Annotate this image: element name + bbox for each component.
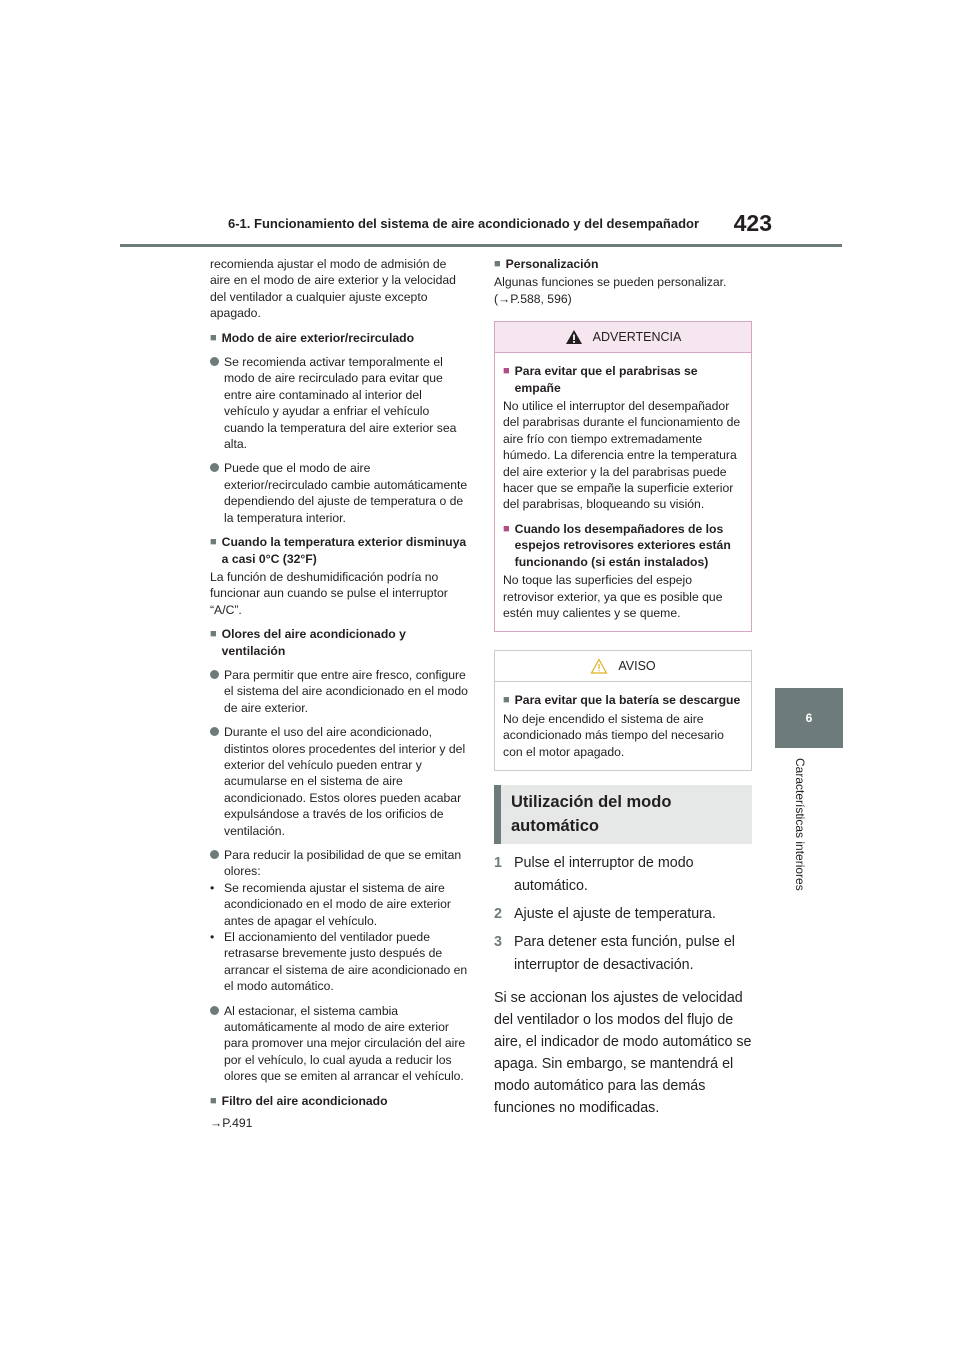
list-item-text: Puede que el modo de aire exterior/recirculado cambie automáticamente dependiendo del ajuste de temperatura o de la temperatura interior. — [224, 461, 468, 525]
chapter-label: Características interiores — [793, 758, 807, 891]
step-number: 2 — [494, 905, 502, 922]
section-heading — [210, 534, 468, 567]
right-column — [494, 256, 752, 1119]
step-number: 3 — [494, 933, 502, 950]
list-item — [210, 1003, 468, 1085]
running-header: 6-1. Funcionamiento del sistema de aire acondicionado y del desempañador — [228, 216, 700, 231]
circle-bullet-icon — [210, 670, 219, 679]
sub-list-item-text: Se recomienda ajustar el sistema de aire acondicionado en el modo de aire exterior antes de apagar el vehículo. — [224, 880, 451, 928]
closing-paragraph: Si se accionan los ajustes de velocidad del ventilador o los modos del flujo de aire, el indicador de modo automático se apaga. Sin embargo, se mantendrá el modo automático para las demás funciones no modificadas. — [494, 989, 752, 1116]
dot-marker-icon: • — [210, 880, 215, 895]
paragraph: La función de deshumidificación podría no funcionar aun cuando se pulse el interruptor “A/C”. — [210, 569, 448, 617]
list-item — [210, 354, 468, 452]
left-column — [210, 256, 468, 1132]
square-icon: ■ — [494, 258, 501, 270]
list-item-text: Durante el uso del aire acondicionado, distintos olores procedentes del interior y del exterior del vehículo pueden entrar y acumularse en el sistema de aire acondicionado. Estos olores pueden acabar expulsándose a través de los orificios de ventilación. — [224, 725, 466, 838]
dot-marker-icon: • — [210, 930, 215, 945]
list-item-text: Para permitir que entre aire fresco, configure el sistema del aire acondicionado en el modo de aire exterior. — [224, 667, 468, 715]
sub-list-item-text: El accionamiento del ventilador puede retrasarse brevemente justo después de arrancar el sistema de aire acondicionado en el modo automático. — [224, 930, 468, 994]
step-item — [494, 852, 752, 898]
list-item — [210, 667, 468, 716]
section-heading-text: Olores del aire acondicionado y ventilación — [221, 627, 406, 658]
section-heading — [210, 1093, 468, 1109]
circle-bullet-icon — [210, 727, 219, 736]
list-item — [210, 724, 468, 839]
list-item — [210, 847, 468, 880]
square-icon: ■ — [210, 1094, 217, 1107]
warning-subheading-text: Cuando los desempañadores de los espejos retrovisores exteriores están funcionando (si están instalados) — [514, 521, 731, 569]
step-item — [494, 903, 752, 926]
steps-list — [494, 852, 752, 977]
chapter-tab: 6 — [775, 688, 843, 748]
notice-box — [494, 650, 752, 771]
circle-bullet-icon — [210, 1006, 219, 1015]
notice-label: AVISO — [618, 659, 656, 674]
warning-header — [495, 322, 751, 353]
section-heading-text: Personalización — [505, 257, 599, 271]
warning-text: No toque las superficies del espejo retrovisor exterior, ya que es posible que estén muy calientes y se queme. — [503, 573, 723, 620]
step-text: Ajuste el ajuste de temperatura. — [514, 905, 716, 922]
step-item — [494, 931, 752, 977]
circle-bullet-icon — [210, 463, 219, 472]
circle-bullet-icon — [210, 357, 219, 366]
section-heading-text: Cuando la temperatura exterior disminuya a casi 0°C (32°F) — [221, 535, 467, 566]
sub-list-item — [210, 929, 468, 995]
section-heading — [210, 626, 468, 659]
step-number: 1 — [494, 854, 502, 871]
notice-header — [495, 651, 751, 682]
page-reference: →P.491 — [210, 1116, 253, 1131]
step-text: Pulse el interruptor de modo automático. — [514, 854, 694, 894]
section-heading-text: Modo de aire exterior/recirculado — [221, 330, 415, 345]
square-icon: ■ — [503, 365, 510, 378]
warning-triangle-icon — [565, 329, 583, 345]
warning-subheading — [503, 521, 743, 570]
paragraph: Algunas funciones se pueden personalizar. (→P.588, 596) — [494, 275, 727, 306]
notice-subheading-text: Para evitar que la batería se descargue — [514, 693, 741, 708]
warning-text: No utilice el interruptor del desempañador del parabrisas durante el funcionamiento de aire frío con tiempo extremadamente húmedo. La diferencia entre la temperatura del aire exterior y la del parabrisas puede hacer que se empañe la superficie exterior del parabrisas, bloqueando su visión. — [503, 399, 741, 512]
list-item-text: Se recomienda activar temporalmente el modo de aire recirculado para evitar que entre aire contaminado al interior del vehículo y ayudar a enfriar el vehículo cuando la temperatura del aire exterior sea alta. — [224, 355, 457, 452]
sub-list-item — [210, 880, 468, 929]
section-heading — [210, 330, 468, 346]
section-heading — [494, 256, 752, 272]
page-number: 423 — [733, 210, 772, 236]
warning-box — [494, 321, 752, 632]
list-item — [210, 460, 468, 526]
section-heading-text: Filtro del aire acondicionado — [221, 1093, 388, 1108]
list-item-text: Para reducir la posibilidad de que se emitan olores: — [224, 848, 462, 879]
circle-bullet-icon — [210, 850, 219, 859]
square-icon: ■ — [210, 331, 217, 344]
square-icon: ■ — [503, 522, 510, 535]
header-rule — [120, 244, 842, 247]
square-icon: ■ — [503, 694, 510, 707]
square-icon: ■ — [210, 628, 217, 641]
step-text: Para detener esta función, pulse el interruptor de desactivación. — [514, 933, 735, 973]
warning-subheading — [503, 363, 743, 396]
list-item-text: Al estacionar, el sistema cambia automáticamente al modo de aire exterior para promover una mejor circulación del aire por el vehículo, lo cual ayuda a reducir los olores que se emiten al arrancar el vehículo. — [224, 1003, 466, 1084]
section-title: Utilización del modo automático — [494, 785, 752, 844]
warning-label: ADVERTENCIA — [592, 330, 682, 345]
square-icon: ■ — [210, 536, 217, 549]
caution-triangle-icon — [590, 658, 608, 674]
warning-subheading-text: Para evitar que el parabrisas se empañe — [514, 364, 698, 395]
notice-subheading — [503, 692, 743, 708]
notice-text: No deje encendido el sistema de aire acondicionado más tiempo del necesario con el motor apagado. — [503, 711, 724, 759]
intro-paragraph: recomienda ajustar el modo de admisión de aire en el modo de aire exterior y la velocidad del ventilador a cualquier ajuste excepto apagado. — [210, 257, 456, 321]
